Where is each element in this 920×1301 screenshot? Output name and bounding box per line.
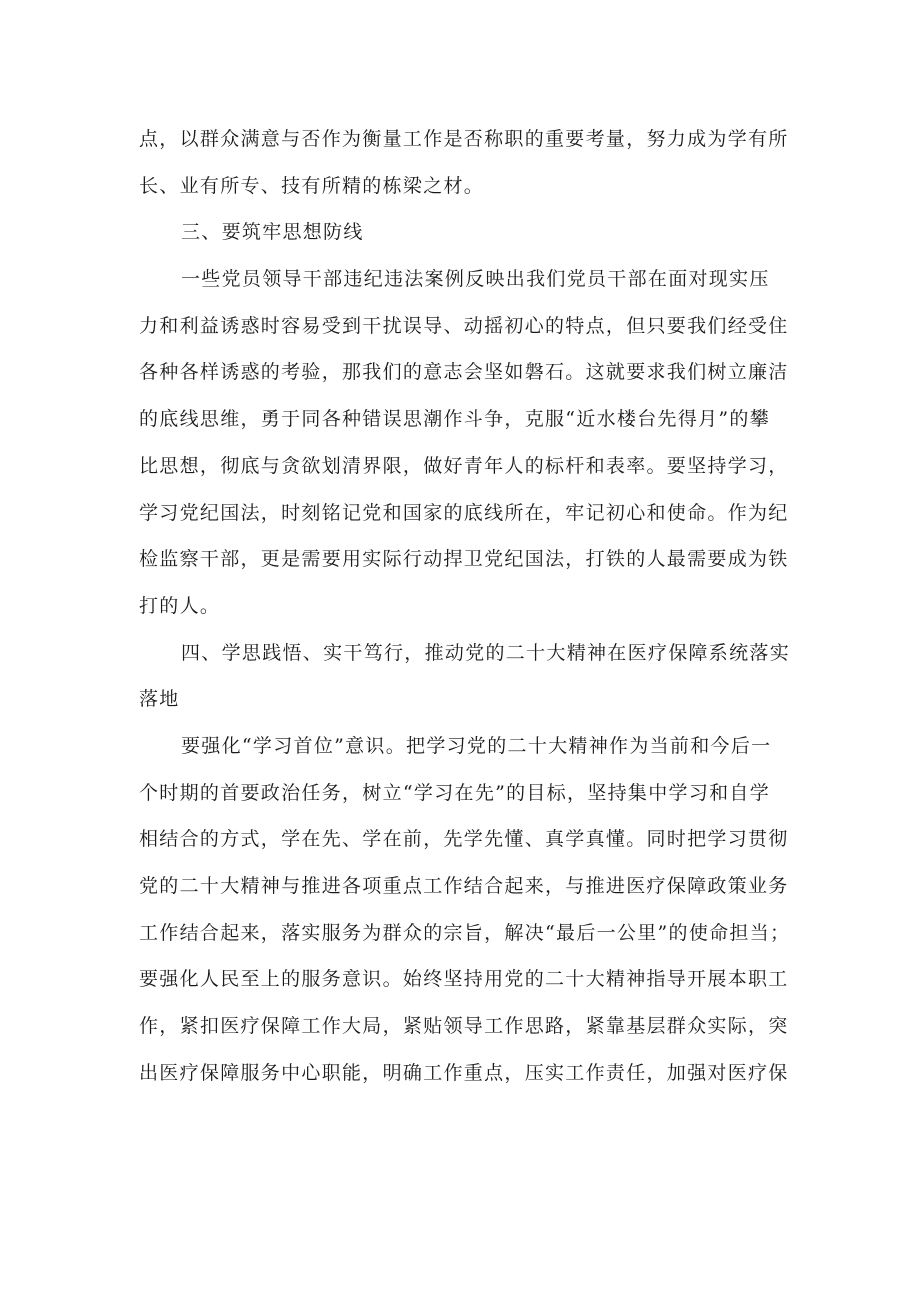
text-line: 党的二十大精神与推进各项重点工作结合起来，与推进医疗保障政策业务	[139, 875, 789, 897]
text-line: 比思想，彻底与贪欲划清界限，做好青年人的标杆和表率。要坚持学习，	[139, 454, 789, 477]
text-line-continuation: 长、业有所专、技有所精的栋梁之材。	[139, 174, 485, 197]
text-line: 出医疗保障服务中心职能，明确工作重点，压实工作责任，加强对医疗保	[139, 1061, 789, 1084]
text-line: 各种各样诱惑的考验，那我们的意志会坚如磐石。这就要求我们树立廉洁	[139, 361, 789, 384]
text-line: 个时期的首要政治任务，树立“学习在先”的目标，坚持集中学习和自学	[139, 781, 771, 804]
text-line: 作，紧扣医疗保障工作大局，紧贴领导工作思路，紧靠基层群众实际，突	[139, 1015, 789, 1038]
paragraph-first-line: 要强化“学习首位”意识。把学习党的二十大精神作为当前和今后一	[181, 734, 772, 757]
section-heading-four: 四、学思践悟、实干笃行，推动党的二十大精神在医疗保障系统落实	[181, 641, 791, 664]
text-line: 的底线思维，勇于同各种错误思潮作斗争，克服“近水楼台先得月”的攀	[139, 408, 771, 431]
text-line: 打的人。	[139, 594, 221, 617]
section-heading-four-continuation: 落地	[139, 688, 180, 711]
section-heading-three: 三、要筑牢思想防线	[181, 221, 364, 244]
text-line: 力和利益诱惑时容易受到干扰误导、动摇初心的特点，但只要我们经受住	[139, 314, 789, 337]
text-line: 要强化人民至上的服务意识。始终坚持用党的二十大精神指导开展本职工	[139, 968, 789, 991]
text-line-continuation: 点，以群众满意与否作为衡量工作是否称职的重要考量，努力成为学有所	[139, 128, 789, 150]
text-line: 工作结合起来，落实服务为群众的宗旨，解决“最后一公里”的使命担当；	[139, 921, 791, 944]
paragraph-first-line: 一些党员领导干部违纪违法案例反映出我们党员干部在面对现实压	[181, 268, 770, 291]
text-line: 检监察干部，更是需要用实际行动捍卫党纪国法，打铁的人最需要成为铁	[139, 548, 789, 571]
text-line: 相结合的方式，学在先、学在前，先学先懂、真学真懂。同时把学习贯彻	[139, 828, 789, 851]
text-line: 学习党纪国法，时刻铭记党和国家的底线所在，牢记初心和使命。作为纪	[139, 501, 789, 524]
document-body	[139, 116, 799, 1096]
